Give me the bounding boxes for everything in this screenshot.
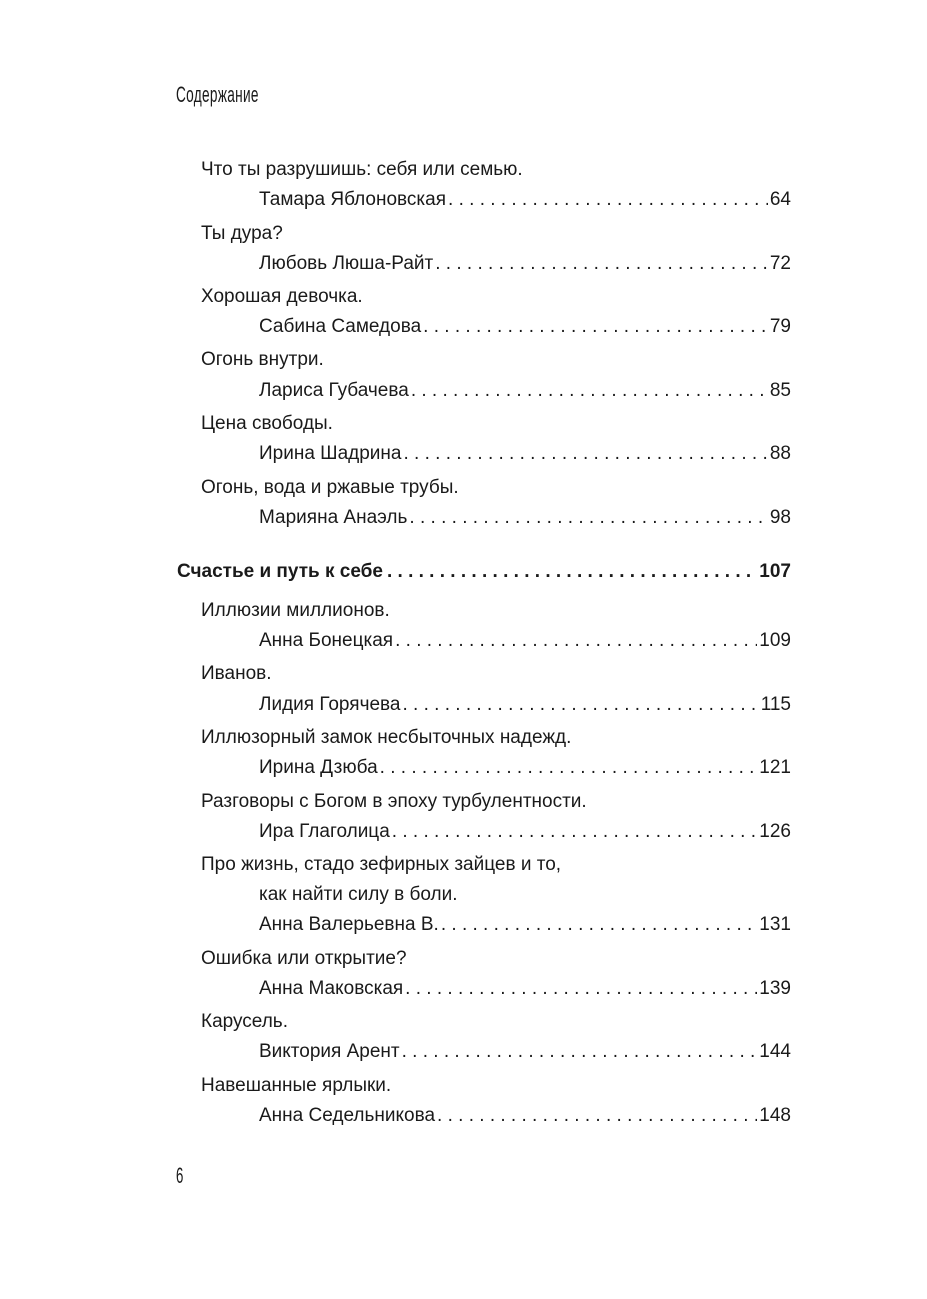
entry-author: Анна Седельникова [259,1105,436,1126]
toc-entry[interactable] [259,505,791,531]
entry-page: 148 [759,1105,791,1126]
entry-title: Разговоры с Богом в эпоху турбулентности. [201,791,587,812]
dot-leader [423,314,768,340]
entry-page: 88 [769,443,791,464]
entry-page: 115 [760,694,791,715]
entry-author: Тамара Яблоновская [259,189,447,210]
toc-entry[interactable] [259,1039,791,1065]
toc-entry[interactable] [259,755,791,781]
entry-page: 64 [769,189,791,210]
entry-title: Что ты разрушишь: себя или семью. [201,159,523,180]
dot-leader [437,1103,757,1129]
entry-author: Анна Валерьевна В. [259,914,439,935]
section-page: 107 [759,561,791,582]
toc-entry[interactable] [259,692,791,718]
entry-title: Иванов. [201,663,272,684]
page-number: 6 [176,1163,184,1188]
toc-entry[interactable] [259,441,791,467]
dot-leader [392,819,758,845]
entry-title: Ошибка или открытие? [201,948,407,969]
entry-page: 126 [759,821,791,842]
toc-entry[interactable] [259,1103,791,1129]
dot-leader [403,692,759,718]
entry-page: 98 [769,507,791,528]
entry-page: 121 [759,757,791,778]
entry-author: Ирина Дзюба [259,757,378,778]
toc-entry[interactable] [259,912,791,938]
toc-entry[interactable] [259,378,791,404]
dot-leader [435,251,768,277]
toc-entry[interactable] [259,976,791,1002]
section-heading[interactable] [177,559,791,585]
toc-entry[interactable] [259,251,791,277]
entry-page: 79 [769,316,791,337]
entry-author: Сабина Самедова [259,316,422,337]
entry-title: Хорошая девочка. [201,286,363,307]
entry-page: 139 [759,978,791,999]
entry-page: 85 [769,380,791,401]
dot-leader [441,912,757,938]
toc-entry[interactable] [259,628,791,654]
entry-title-continued: как найти силу в боли. [259,884,458,905]
dot-leader [405,976,757,1002]
entry-title: Цена свободы. [201,413,333,434]
section-title: Счастье и путь к себе [177,561,383,582]
entry-author: Ирина Шадрина [259,443,402,464]
dot-leader [380,755,758,781]
entry-author: Ира Глаголица [259,821,390,842]
entry-title: Навешанные ярлыки. [201,1075,392,1096]
entry-page: 109 [759,630,791,651]
dot-leader [448,187,768,213]
dot-leader [411,378,768,404]
entry-title: Карусель. [201,1011,288,1032]
entry-title: Огонь внутри. [201,349,324,370]
dot-leader [403,441,767,467]
entry-author: Лидия Горячева [259,694,401,715]
entry-author: Марияна Анаэль [259,507,408,528]
entry-title: Ты дура? [201,223,283,244]
entry-title: Про жизнь, стадо зефирных зайцев и то, [201,854,562,875]
entry-author: Лариса Губачева [259,380,409,401]
entry-page: 144 [759,1041,791,1062]
entry-author: Анна Маковская [259,978,404,999]
toc-entry[interactable] [259,819,791,845]
page-header: Содержание [176,82,259,107]
toc-entry[interactable] [259,187,791,213]
entry-title: Огонь, вода и ржавые трубы. [201,477,459,498]
entry-title: Иллюзии миллионов. [201,600,390,621]
entry-author: Анна Бонецкая [259,630,394,651]
toc-entry[interactable] [259,314,791,340]
entry-page: 131 [759,914,791,935]
dot-leader [387,559,755,585]
dot-leader [409,505,767,531]
entry-page: 72 [769,253,791,274]
dot-leader [402,1039,758,1065]
entry-title: Иллюзорный замок несбыточных надежд. [201,727,572,748]
dot-leader [395,628,757,654]
entry-author: Любовь Люша-Райт [259,253,434,274]
entry-author: Виктория Арент [259,1041,400,1062]
